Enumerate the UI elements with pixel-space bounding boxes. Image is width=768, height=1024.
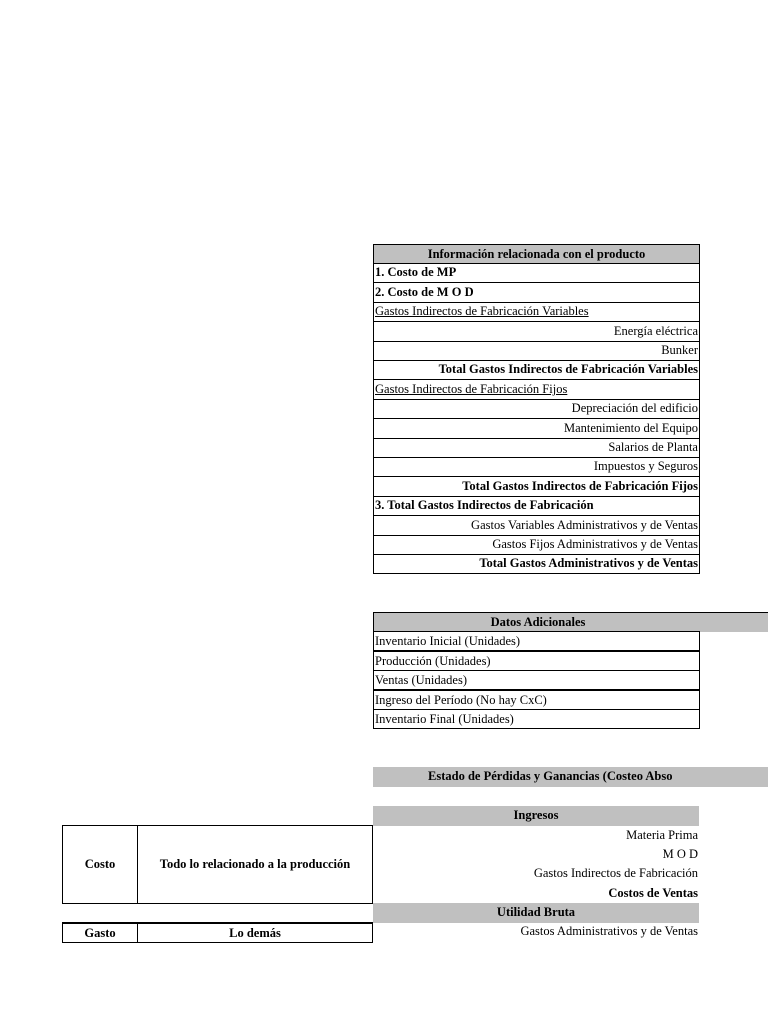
- info-row: Depreciación del edificio: [373, 399, 700, 419]
- datos-header-label: Datos Adicionales: [490, 615, 586, 629]
- info-row: [373, 302, 700, 322]
- gasto-desc-cell: [137, 922, 373, 943]
- info-row: Impuestos y Seguros: [373, 457, 700, 477]
- gasto-desc: Lo demás: [229, 925, 281, 940]
- costo-desc-cell: [137, 825, 373, 904]
- info-row: Total Gastos Administrativos y de Ventas: [373, 554, 700, 574]
- gasto-label-cell: [62, 922, 138, 943]
- mod-label: M O D: [662, 847, 698, 861]
- info-row: Gastos Variables Administrativos y de Ventas: [373, 516, 700, 536]
- info-row: Gastos Fijos Administrativos y de Ventas: [373, 535, 700, 555]
- info-row: Total Gastos Indirectos de Fabricación Variables: [373, 360, 700, 380]
- costos-ventas-label: Costos de Ventas: [608, 886, 698, 900]
- info-row-label: Gastos Indirectos de Fabricación Fijos: [375, 382, 568, 396]
- gastos-admin-label: Gastos Administrativos y de Ventas: [520, 924, 698, 938]
- info-row: 3. Total Gastos Indirectos de Fabricación: [373, 496, 700, 516]
- datos-row: Ingreso del Período (No hay CxC): [373, 690, 700, 710]
- info-row: Energía eléctrica: [373, 322, 700, 342]
- info-header: Información relacionada con el producto: [373, 244, 700, 264]
- datos-header: [373, 612, 768, 632]
- datos-row: Inventario Inicial (Unidades): [373, 631, 700, 651]
- costo-label: Costo: [84, 857, 116, 871]
- materia-prima-label: Materia Prima: [626, 828, 698, 842]
- gasto-label: Gasto: [84, 925, 116, 940]
- info-row: Salarios de Planta: [373, 438, 700, 458]
- costo-label-cell: [62, 825, 138, 904]
- info-row: Bunker: [373, 341, 700, 361]
- gif-label: Gastos Indirectos de Fabricación: [533, 866, 698, 880]
- costo-desc: Todo lo relacionado a la producción: [159, 857, 351, 871]
- utilidad-bruta-header: Utilidad Bruta: [373, 903, 699, 923]
- info-row: Total Gastos Indirectos de Fabricación Fijos: [373, 477, 700, 497]
- info-row: 1. Costo de MP: [373, 263, 700, 283]
- info-row: 2. Costo de M O D: [373, 283, 700, 303]
- ingresos-header: Ingresos: [373, 806, 699, 826]
- info-row-label: Gastos Indirectos de Fabricación Variables: [375, 304, 589, 318]
- datos-row: Producción (Unidades): [373, 651, 700, 671]
- estado-title: Estado de Pérdidas y Ganancias (Costeo Abso: [373, 767, 768, 787]
- info-row: Mantenimiento del Equipo: [373, 419, 700, 439]
- datos-row: Ventas (Unidades): [373, 670, 700, 690]
- info-row: [373, 380, 700, 400]
- datos-row: Inventario Final (Unidades): [373, 709, 700, 729]
